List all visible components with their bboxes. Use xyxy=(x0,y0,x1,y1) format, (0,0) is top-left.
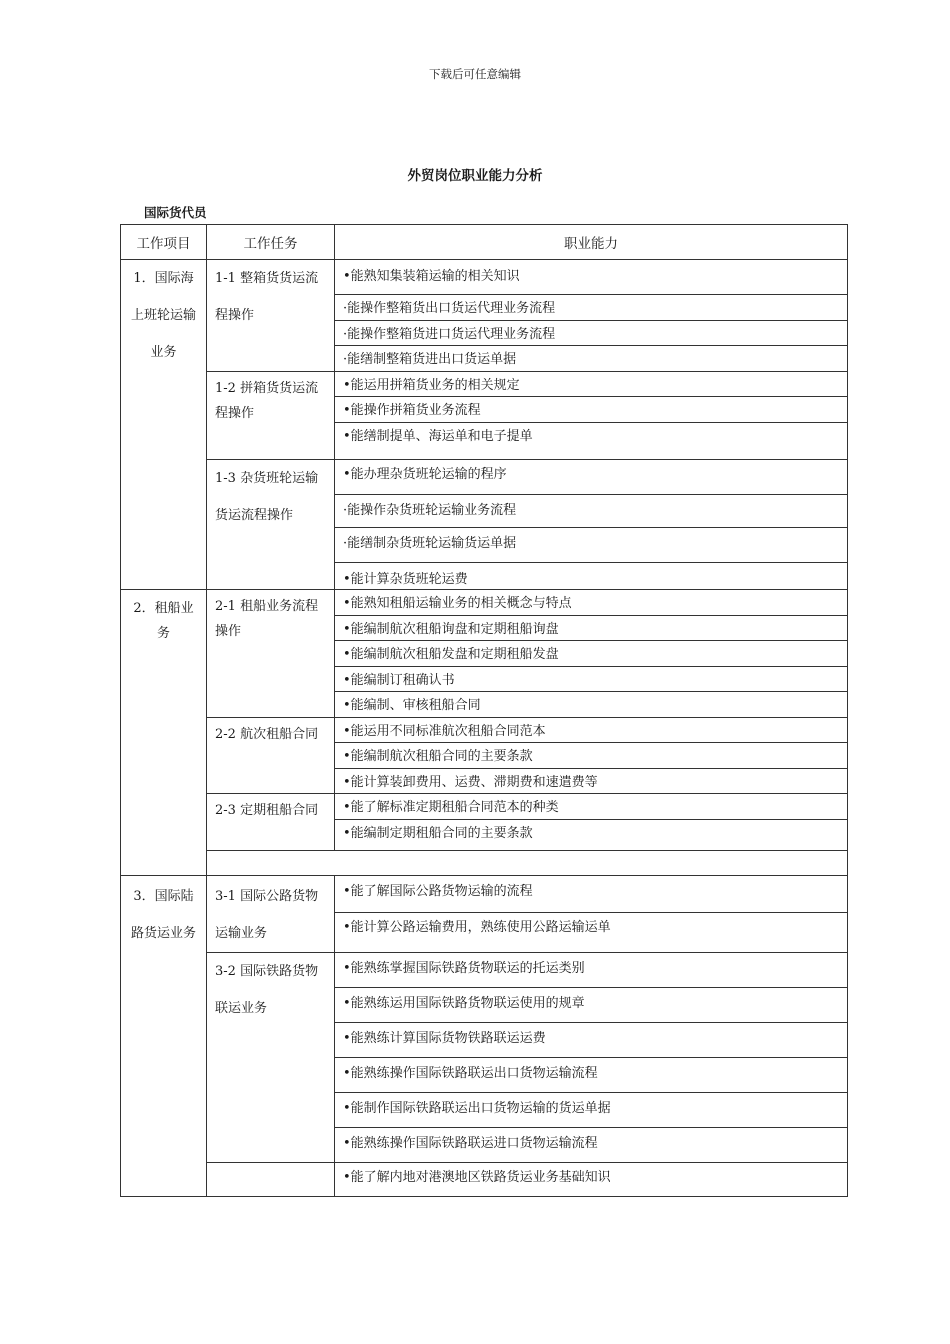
ability-cell: •能熟知租船运输业务的相关概念与特点 xyxy=(335,590,848,616)
ability-cell: •能缮制提单、海运单和电子提单 xyxy=(335,423,848,460)
document-title: 外贸岗位职业能力分析 xyxy=(407,168,543,184)
table-row xyxy=(121,876,848,913)
table-row xyxy=(121,460,848,495)
task-label: 2-3 定期租船合同 xyxy=(215,803,319,818)
task-cell xyxy=(207,372,335,460)
task-cell xyxy=(207,876,335,953)
table-row xyxy=(121,1163,848,1197)
task-label: 1-2 拼箱货货运流程操作 xyxy=(215,381,319,421)
ability-cell: •能操作拼箱货业务流程 xyxy=(335,397,848,423)
task-label: 1-1 整箱货货运流程操作 xyxy=(215,271,319,323)
task-label: 1-3 杂货班轮运输货运流程操作 xyxy=(215,471,319,523)
project-label: 1．国际海上班轮运输业务 xyxy=(130,271,196,360)
table-row xyxy=(121,590,848,616)
ability-cell: •能熟练操作国际铁路联运出口货物运输流程 xyxy=(335,1058,848,1093)
ability-cell: •能编制航次租船询盘和定期租船询盘 xyxy=(335,616,848,641)
ability-cell: ·能缮制整箱货进出口货运单据 xyxy=(335,346,848,372)
ability-cell: ·能操作整箱货进口货运代理业务流程 xyxy=(335,321,848,346)
ability-cell: •能编制订租确认书 xyxy=(335,667,848,692)
task-label: 2-2 航次租船合同 xyxy=(215,727,319,742)
project-cell xyxy=(121,876,207,1197)
ability-cell: •能编制航次租船合同的主要条款 xyxy=(335,743,848,769)
header-ability: 职业能力 xyxy=(335,225,848,260)
ability-cell: •能了解标准定期租船合同范本的种类 xyxy=(335,794,848,820)
table-row xyxy=(121,718,848,743)
ability-cell: •能制作国际铁路联运出口货物运输的货运单据 xyxy=(335,1093,848,1128)
ability-table xyxy=(120,224,848,1197)
project-cell xyxy=(121,260,207,590)
ability-cell: •能熟练掌握国际铁路货物联运的托运类别 xyxy=(335,953,848,988)
ability-cell: ·能操作整箱货出口货运代理业务流程 xyxy=(335,295,848,321)
table-header-row xyxy=(121,225,848,260)
ability-cell: •能运用不同标准航次租船合同范本 xyxy=(335,718,848,743)
ability-cell: •能熟练运用国际铁路货物联运使用的规章 xyxy=(335,988,848,1023)
table-row xyxy=(121,260,848,295)
header-project: 工作项目 xyxy=(121,225,207,260)
table-row xyxy=(121,953,848,988)
task-cell xyxy=(207,590,335,718)
table-row xyxy=(121,794,848,820)
project-cell xyxy=(121,590,207,876)
ability-cell: •能熟练计算国际货物铁路联运运费 xyxy=(335,1023,848,1058)
ability-cell: •能了解内地对港澳地区铁路货运业务基础知识 xyxy=(335,1163,848,1197)
task-cell xyxy=(207,260,335,372)
ability-cell: •能编制、审核租船合同 xyxy=(335,692,848,718)
task-cell xyxy=(207,460,335,590)
task-label: 3-1 国际公路货物运输业务 xyxy=(215,889,319,941)
ability-cell: •能编制航次租船发盘和定期租船发盘 xyxy=(335,641,848,667)
ability-cell: •能熟练操作国际铁路联运进口货物运输流程 xyxy=(335,1128,848,1163)
task-cell xyxy=(207,953,335,1163)
section-title: 国际货代员 xyxy=(144,205,207,220)
task-cell xyxy=(207,794,335,851)
table-row-empty xyxy=(121,851,848,876)
ability-cell: ·能操作杂货班轮运输业务流程 xyxy=(335,495,848,528)
task-label: 3-2 国际铁路货物联运业务 xyxy=(215,964,319,1016)
ability-cell: •能计算装卸费用、运费、滞期费和速遣费等 xyxy=(335,769,848,794)
ability-cell: ·能缮制杂货班轮运输货运单据 xyxy=(335,528,848,563)
ability-cell: •能编制定期租船合同的主要条款 xyxy=(335,820,848,851)
task-label: 2-1 租船业务流程操作 xyxy=(215,599,319,639)
task-cell-empty xyxy=(207,1163,335,1197)
ability-cell: •能办理杂货班轮运输的程序 xyxy=(335,460,848,495)
ability-cell: •能运用拼箱货业务的相关规定 xyxy=(335,372,848,397)
project-label: 3．国际陆路货运业务 xyxy=(130,889,196,941)
empty-cell xyxy=(207,851,848,876)
task-label xyxy=(207,1163,334,1167)
ability-cell: •能了解国际公路货物运输的流程 xyxy=(335,876,848,913)
project-label: 2．租船业务 xyxy=(133,601,194,641)
ability-cell: •能计算杂货班轮运费 xyxy=(335,563,848,590)
table-row xyxy=(121,372,848,397)
header-task: 工作任务 xyxy=(207,225,335,260)
header-note: 下载后可任意编辑 xyxy=(429,67,521,81)
task-cell xyxy=(207,718,335,794)
ability-cell: •能计算公路运输费用，熟练使用公路运输运单 xyxy=(335,912,848,952)
ability-cell: •能熟知集装箱运输的相关知识 xyxy=(335,260,848,295)
